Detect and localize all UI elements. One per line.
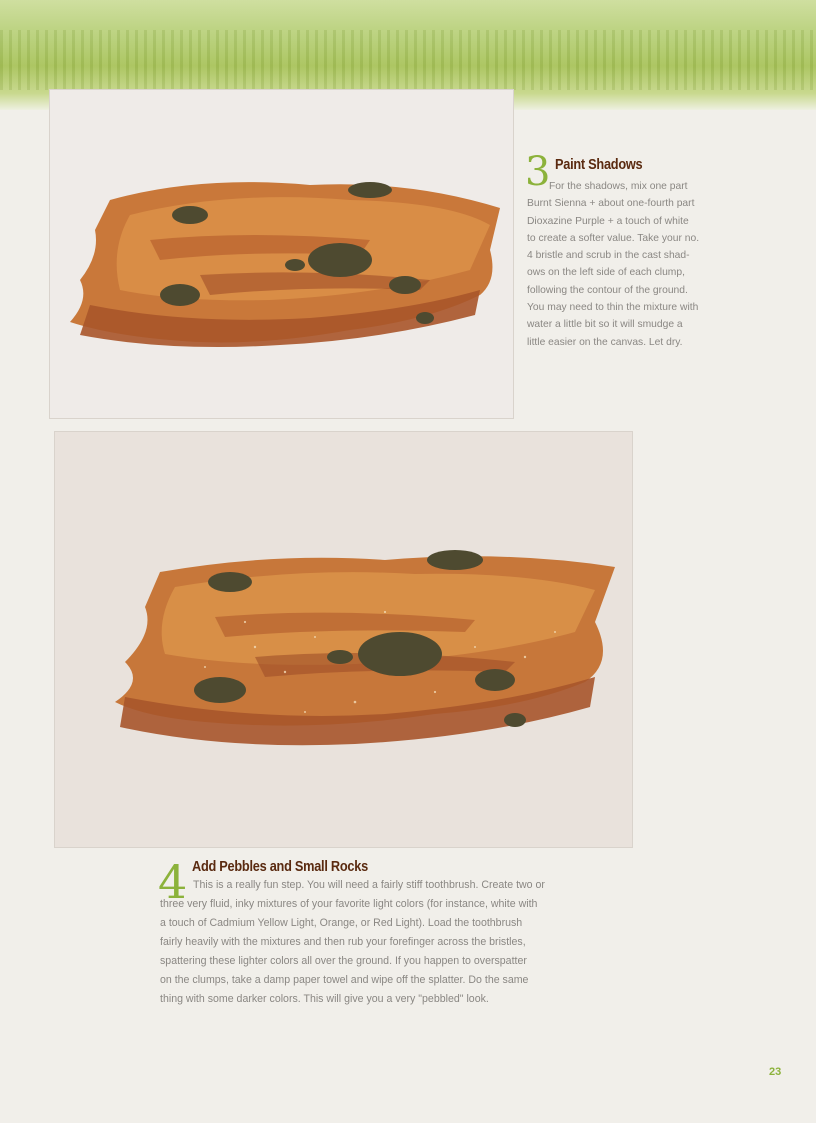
step-4-body	[160, 876, 545, 1009]
step-3-title: Paint Shadows	[555, 156, 643, 173]
page-number: 23	[769, 1066, 782, 1078]
step-4-number: 4	[158, 855, 188, 909]
step-3-line: You may need to thin the mixture with	[527, 302, 699, 314]
desert-ground-painting	[50, 90, 513, 418]
pebbled-ground-painting	[55, 432, 632, 847]
step-3-line: Dioxazine Purple + a touch of white	[527, 215, 689, 227]
header-grass-texture	[0, 30, 816, 90]
step-3-line: 4 bristle and scrub in the cast shad-	[527, 250, 690, 262]
step-4-line: This is a really fun step. You will need a fairly stiff toothbrush. Create two or	[193, 879, 545, 891]
step-3-line: ows on the left side of each clump,	[527, 267, 685, 279]
step-3-line: following the contour of the ground.	[527, 284, 688, 296]
step-4-line: thing with some darker colors. This will give you a very "pebbled" look.	[160, 993, 489, 1005]
step-4-painting	[55, 432, 632, 847]
step-4-line: three very fluid, inky mixtures of your favorite light colors (for instance, white with	[160, 898, 538, 910]
step-3-line: Burnt Sienna + about one-fourth part	[527, 198, 695, 210]
step-4-line: spattering these lighter colors all over the ground. If you happen to overspatter	[160, 955, 527, 967]
step-4-title: Add Pebbles and Small Rocks	[192, 858, 368, 875]
step-4-line: on the clumps, take a damp paper towel and wipe off the splatter. Do the same	[160, 974, 529, 986]
step-4-line: a touch of Cadmium Yellow Light, Orange, or Red Light). Load the toothbrush	[160, 917, 523, 929]
step-3-number: 3	[525, 149, 551, 195]
step-3-line: water a little bit so it will smudge a	[527, 319, 683, 331]
step-3-line: to create a softer value. Take your no.	[527, 232, 700, 244]
step-3-body	[527, 178, 699, 351]
step-3-line: little easier on the canvas. Let dry.	[527, 336, 683, 348]
step-4-line: fairly heavily with the mixtures and then rub your forefinger across the bristles,	[160, 936, 526, 948]
step-3-line: For the shadows, mix one part	[549, 181, 688, 192]
step-3-painting	[50, 90, 513, 418]
